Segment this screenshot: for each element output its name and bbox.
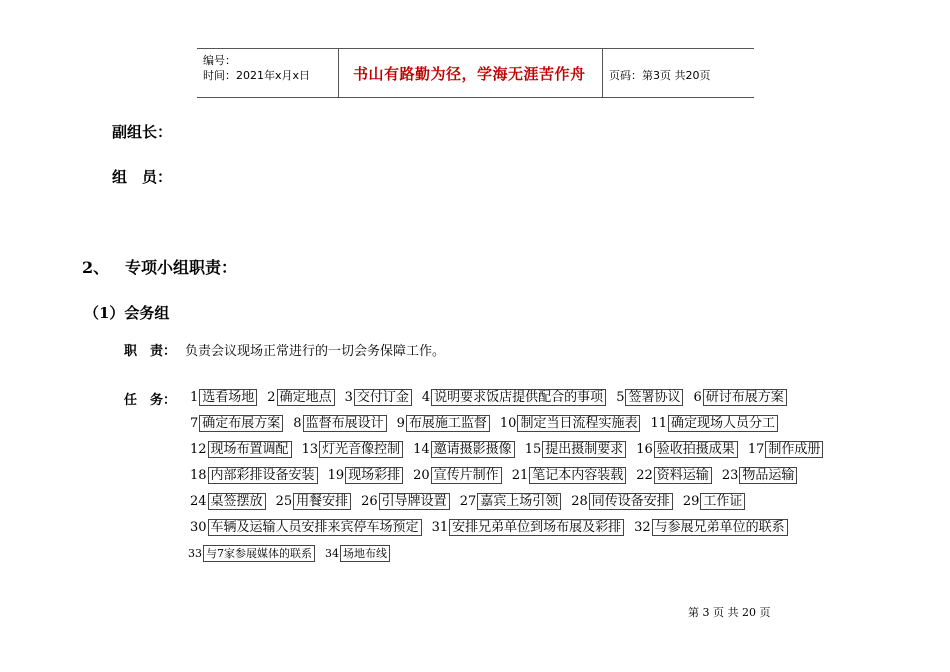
task-box: 确定现场人员分工	[668, 415, 778, 432]
header-left-cell	[197, 49, 338, 97]
task-number: 28	[571, 494, 588, 509]
task-box: 资料运输	[654, 467, 712, 484]
task-number: 18	[190, 468, 207, 483]
task-item	[361, 493, 450, 510]
task-number: 22	[636, 468, 653, 483]
task-item	[748, 441, 824, 458]
task-item	[422, 389, 606, 406]
task-number: 11	[650, 416, 667, 431]
task-item	[190, 389, 257, 406]
task-number: 7	[190, 416, 199, 431]
task-item	[325, 545, 390, 562]
members-label: 组 员：	[112, 168, 173, 186]
task-item	[413, 441, 515, 458]
task-item	[190, 493, 266, 510]
header-right-cell	[602, 49, 752, 97]
page-footer: 第 3 页 共 20 页	[688, 606, 771, 619]
task-item	[188, 545, 315, 562]
header-motto-cell	[338, 49, 603, 97]
task-box: 制作成册	[765, 441, 823, 458]
task-item	[328, 467, 404, 484]
task-number: 16	[636, 442, 653, 457]
task-number: 30	[190, 520, 207, 535]
task-box: 确定布展方案	[199, 415, 283, 432]
task-box: 确定地点	[277, 389, 335, 406]
task-number: 23	[721, 468, 739, 483]
task-box: 说明要求饭店提供配合的事项	[431, 389, 606, 406]
duty-label: 职 责：	[124, 344, 177, 359]
task-item	[432, 519, 625, 536]
task-number: 27	[459, 494, 477, 509]
task-number: 17	[747, 442, 765, 457]
task-item	[190, 519, 422, 536]
page-label: 页码：第3页 共20页	[609, 69, 711, 82]
motto: 书山有路勤为径，学海无涯苦作舟	[353, 65, 586, 83]
task-box: 灯光音像控制	[319, 441, 403, 458]
task-number: 25	[275, 494, 293, 509]
task-number: 9	[396, 416, 405, 431]
number-label: 编号：	[203, 54, 236, 67]
section-number: 2、	[82, 258, 110, 277]
task-box: 选看场地	[199, 389, 257, 406]
task-row	[188, 545, 400, 562]
task-box: 桌签摆放	[208, 493, 266, 510]
task-number: 33	[188, 547, 202, 560]
task-box: 车辆及运输人员安排来宾停车场预定	[208, 519, 422, 536]
task-box: 与参展兄弟单位的联系	[652, 519, 788, 536]
task-box: 嘉宾上场引领	[477, 493, 561, 510]
tasks-label: 任 务：	[124, 393, 177, 408]
task-row	[190, 493, 755, 510]
task-number: 12	[190, 442, 207, 457]
task-box: 物品运输	[739, 467, 797, 484]
task-item	[267, 389, 334, 406]
task-box: 邀请摄影摄像	[431, 441, 515, 458]
task-number: 2	[267, 390, 276, 405]
task-item	[693, 389, 786, 406]
task-box: 现场彩排	[345, 467, 403, 484]
task-number: 26	[361, 494, 378, 509]
task-box: 笔记本内容装载	[529, 467, 626, 484]
task-item	[190, 415, 283, 432]
task-item	[722, 467, 798, 484]
task-box: 布展施工监督	[406, 415, 490, 432]
task-box: 用餐安排	[293, 493, 351, 510]
task-item	[636, 467, 712, 484]
task-number: 24	[190, 494, 207, 509]
subsection-title: （1）会务组	[84, 304, 170, 322]
task-number: 19	[327, 468, 345, 483]
task-box: 签署协议	[625, 389, 683, 406]
task-item	[512, 467, 627, 484]
task-number: 34	[325, 547, 339, 560]
section-title: 专项小组职责：	[125, 258, 238, 277]
task-number: 10	[499, 416, 517, 431]
task-number: 4	[421, 390, 431, 405]
task-item	[302, 441, 404, 458]
task-box: 提出摄制要求	[542, 441, 626, 458]
task-box: 验收拍摄成果	[654, 441, 738, 458]
task-box: 制定当日流程实施表	[517, 415, 640, 432]
task-item	[190, 441, 292, 458]
task-number: 3	[344, 390, 353, 405]
task-number: 15	[524, 442, 542, 457]
duty-text: 负责会议现场正常进行的一切会务保障工作。	[185, 344, 446, 359]
task-box: 同传设备安排	[589, 493, 673, 510]
task-box: 研讨布展方案	[703, 389, 787, 406]
task-row	[190, 389, 797, 406]
task-item	[345, 389, 412, 406]
task-item	[397, 415, 490, 432]
task-row	[190, 441, 833, 458]
task-item	[190, 467, 318, 484]
task-item	[460, 493, 562, 510]
task-item	[571, 493, 673, 510]
task-item	[525, 441, 627, 458]
task-row	[190, 467, 807, 484]
time-label: 时间：2021年x月x日	[203, 69, 311, 82]
task-box: 引导牌设置	[379, 493, 450, 510]
task-item	[634, 519, 788, 536]
task-number: 8	[293, 416, 302, 431]
task-number: 5	[616, 390, 625, 405]
task-item	[636, 441, 738, 458]
task-item	[616, 389, 683, 406]
task-number: 1	[190, 390, 199, 405]
task-item	[683, 493, 746, 510]
task-item	[413, 467, 502, 484]
task-number: 13	[301, 442, 319, 457]
task-number: 31	[431, 520, 449, 535]
task-number: 32	[634, 520, 651, 535]
task-number: 21	[511, 468, 529, 483]
task-box: 场地布线	[340, 545, 390, 562]
task-box: 内部彩排设备安装	[208, 467, 318, 484]
task-box: 交付订金	[354, 389, 412, 406]
task-row	[190, 519, 798, 536]
task-box: 工作证	[700, 493, 745, 510]
task-row	[190, 415, 788, 432]
task-number: 14	[413, 442, 430, 457]
task-number: 29	[682, 494, 700, 509]
task-box: 监督布展设计	[303, 415, 387, 432]
task-box: 宣传片制作	[431, 467, 502, 484]
task-item	[500, 415, 641, 432]
task-box: 安排兄弟单位到场布展及彩排	[449, 519, 624, 536]
task-item	[276, 493, 352, 510]
page-header	[197, 48, 754, 98]
task-box: 现场布置调配	[208, 441, 292, 458]
task-box: 与7家参展媒体的联系	[203, 545, 315, 562]
deputy-leader-label: 副组长：	[112, 123, 173, 141]
task-item	[293, 415, 386, 432]
task-number: 20	[413, 468, 430, 483]
task-number: 6	[693, 390, 702, 405]
task-item	[650, 415, 778, 432]
